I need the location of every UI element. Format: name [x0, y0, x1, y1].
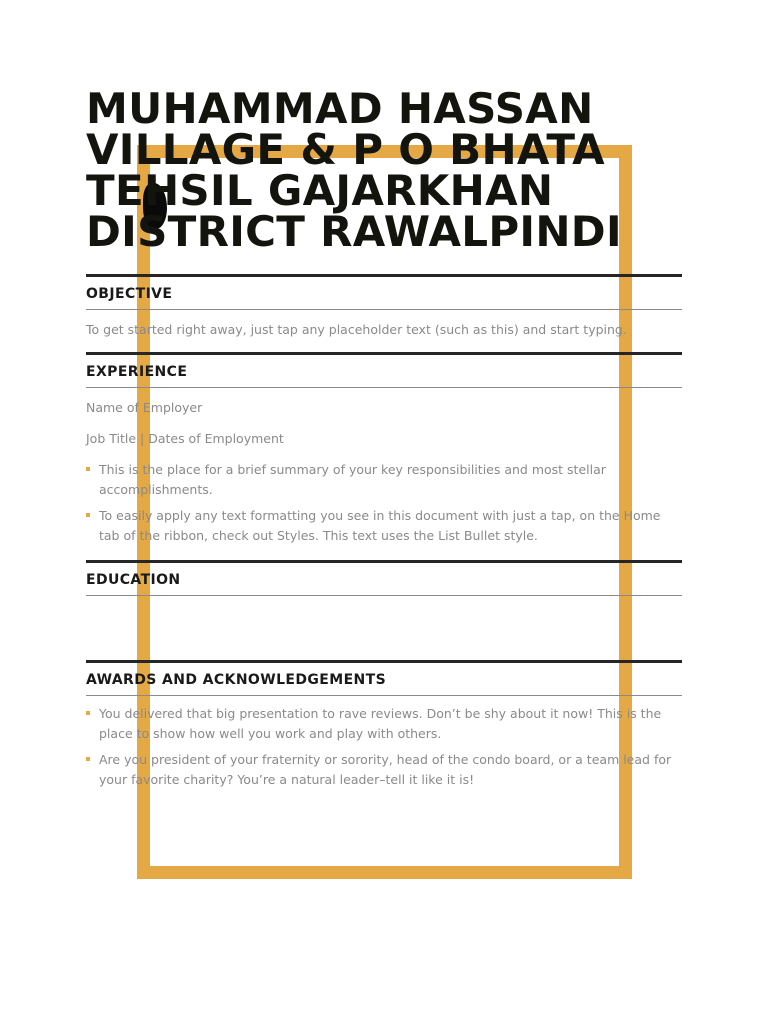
- list-item-text: Are you president of your fraternity or sorority, head of the condo board, or a team lead for your favorite charity? You’re a natural leader–tell it like it is!: [99, 752, 672, 787]
- employer-name: Name of Employer: [86, 400, 203, 415]
- list-item-text: You delivered that big presentation to rave reviews. Don’t be shy about it now! This is the place to show how well you work and play with others.: [99, 706, 662, 741]
- list-item: [86, 750, 682, 789]
- name-line: MUHAMMAD HASSAN: [86, 84, 594, 133]
- address-line: VILLAGE & P O BHATA: [86, 125, 605, 174]
- section-heading: EDUCATION: [86, 563, 682, 596]
- resume-header: [86, 84, 682, 256]
- list-item: [86, 506, 682, 545]
- address-line: TEHSIL GAJARKHAN: [86, 166, 554, 215]
- objective-text: To get started right away, just tap any placeholder text (such as this) and start typing.: [86, 322, 627, 337]
- bullet-square-icon: [86, 467, 90, 471]
- section-heading: OBJECTIVE: [86, 277, 682, 310]
- list-item-text: This is the place for a brief summary of your key responsibilities and most stellar accomplishments.: [99, 462, 606, 497]
- education-section: [86, 560, 682, 660]
- list-item: [86, 704, 682, 743]
- education-body: [86, 596, 682, 660]
- section-heading: AWARDS AND ACKNOWLEDGEMENTS: [86, 663, 682, 696]
- list-item-text: To easily apply any text formatting you see in this document with just a tap, on the Home tab of the ribbon, check out Styles. This text uses the List Bullet style.: [99, 508, 661, 543]
- section-heading: EXPERIENCE: [86, 355, 682, 388]
- awards-bullet-list: [86, 704, 682, 789]
- experience-section: [86, 352, 682, 560]
- objective-section: [86, 274, 682, 352]
- address-line: DISTRICT RAWALPINDI: [86, 207, 622, 256]
- list-item: [86, 460, 682, 499]
- bullet-square-icon: [86, 513, 90, 517]
- job-title: Job Title | Dates of Employment: [86, 431, 284, 446]
- awards-section: [86, 660, 682, 799]
- resume-document: [86, 84, 682, 799]
- bullet-square-icon: [86, 757, 90, 761]
- bullet-square-icon: [86, 711, 90, 715]
- experience-bullet-list: [86, 460, 682, 545]
